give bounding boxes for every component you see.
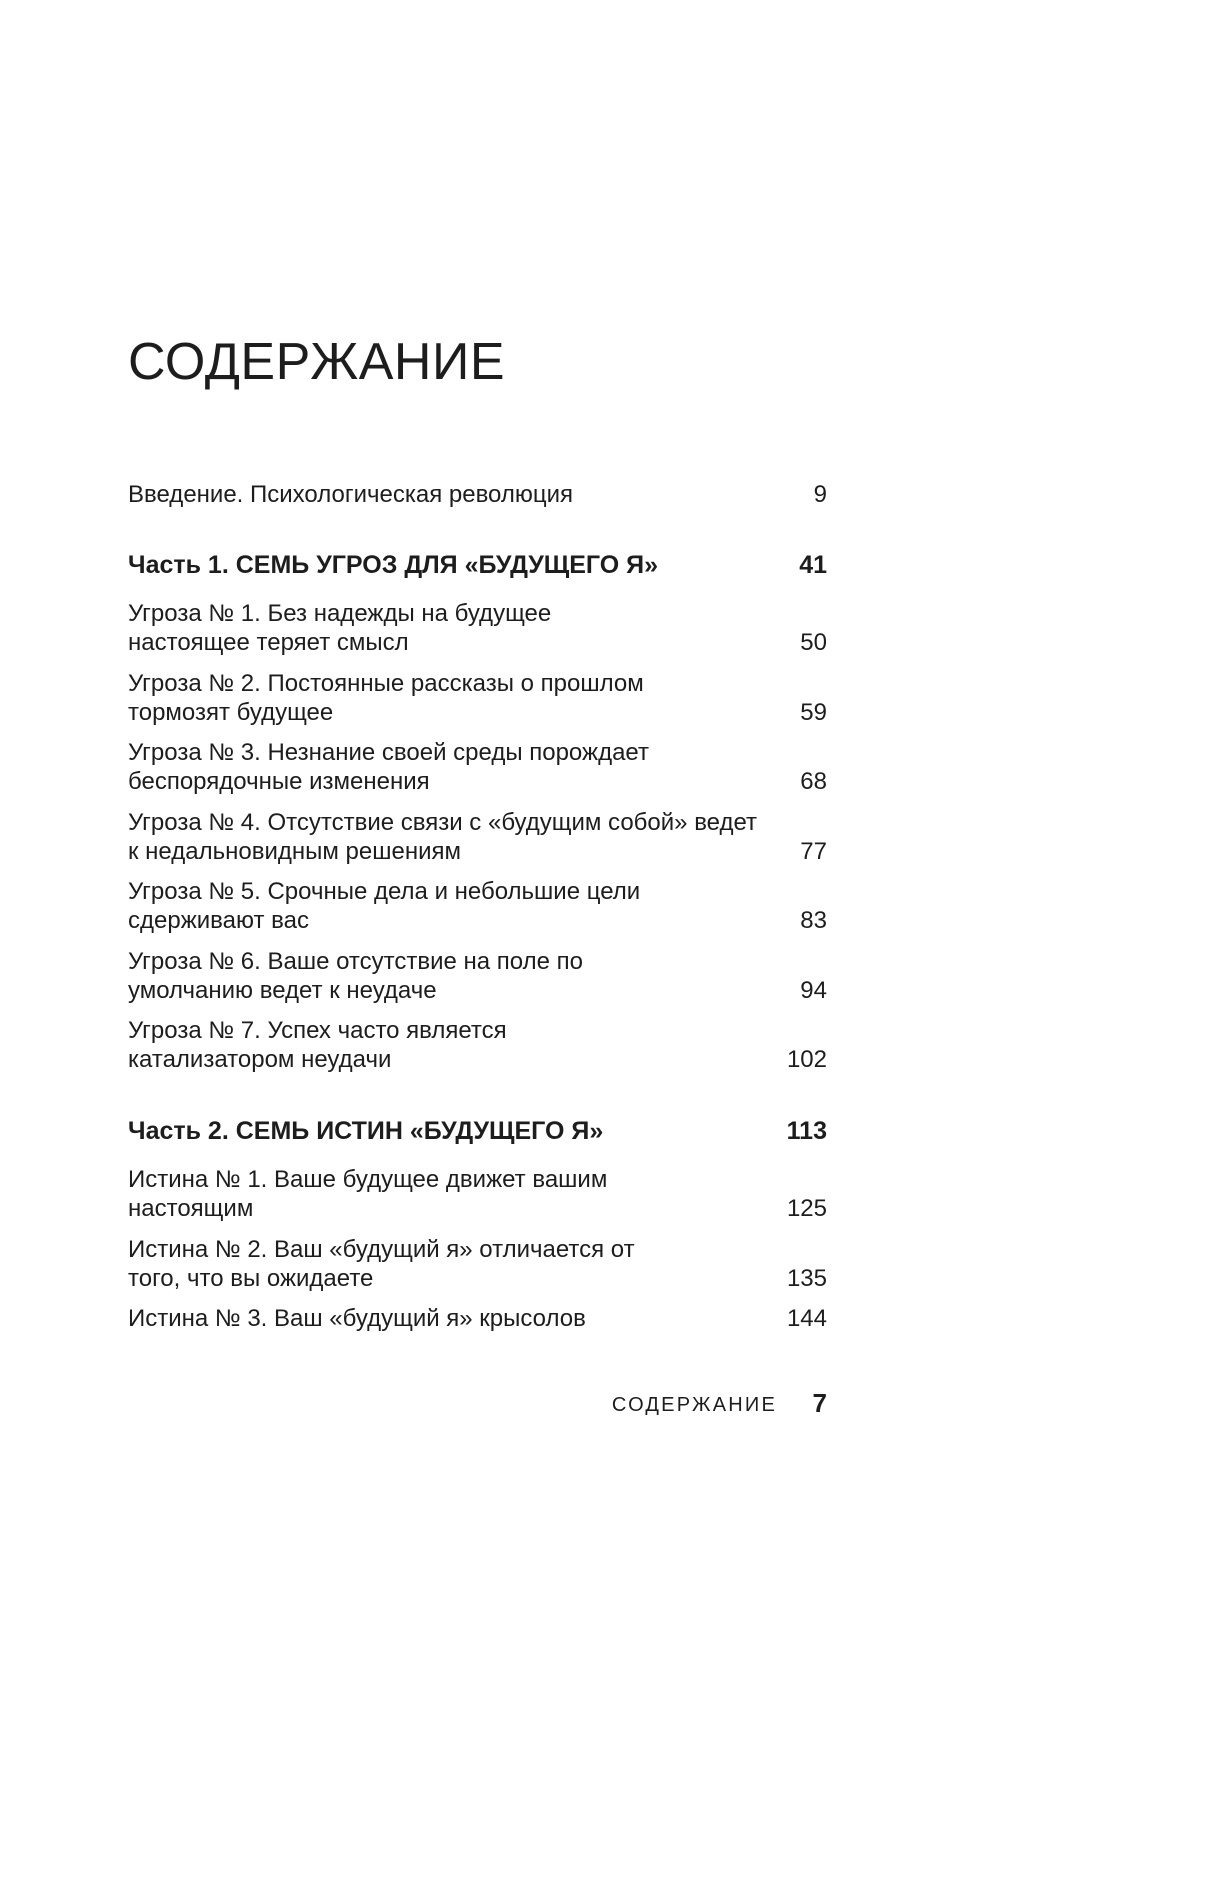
toc-part-2	[128, 1117, 827, 1146]
toc-entry-truth-3	[128, 1304, 827, 1333]
toc-entry-text: Введение. Психологическая революция	[128, 481, 574, 508]
toc-entry-threat-3	[128, 738, 827, 796]
toc-part-text: Часть 1. СЕМЬ УГРОЗ ДЛЯ «БУДУЩЕГО Я»	[128, 551, 659, 579]
toc-part-page: 113	[786, 1117, 827, 1145]
toc-entry-page: 144	[786, 1305, 827, 1332]
toc-entry-text: Истина № 3. Ваш «будущий я» крысолов	[128, 1305, 586, 1332]
toc-part-1	[128, 551, 827, 580]
toc-entry-text: Угроза № 7. Успех часто является катализатором неудачи	[128, 1017, 507, 1073]
toc-entry-page: 125	[786, 1195, 827, 1222]
toc-entry-introduction	[128, 480, 827, 509]
toc-entry-text: Истина № 1. Ваше будущее движет вашим настоящим	[128, 1166, 608, 1222]
toc-entry-page: 50	[800, 629, 827, 656]
toc-entry-text: Истина № 2. Ваш «будущий я» отличается от того, что вы ожидаете	[128, 1236, 635, 1292]
toc-part-page: 41	[799, 551, 827, 579]
toc-entry-page: 59	[800, 699, 827, 726]
running-head: СОДЕРЖАНИЕ	[611, 1394, 777, 1416]
toc-entry-threat-1	[128, 599, 827, 657]
toc-entry-threat-2	[128, 669, 827, 727]
toc-entry-threat-7	[128, 1016, 827, 1074]
toc-entry-page: 135	[786, 1265, 827, 1292]
toc-entry-page: 77	[800, 838, 827, 865]
toc-entry-page: 83	[800, 907, 827, 934]
toc-entry-page: 94	[800, 977, 827, 1004]
toc-entry-page: 102	[786, 1046, 827, 1073]
toc-entry-text: Угроза № 5. Срочные дела и небольшие цели сдерживают вас	[128, 878, 641, 934]
toc-entry-threat-5	[128, 877, 827, 935]
toc-entry-threat-4	[128, 808, 827, 866]
toc-entry-text: Угроза № 1. Без надежды на будущее настоящее теряет смысл	[128, 600, 552, 656]
toc-entry-text: Угроза № 6. Ваше отсутствие на поле по умолчанию ведет к неудаче	[128, 948, 583, 1004]
toc-part-text: Часть 2. СЕМЬ ИСТИН «БУДУЩЕГО Я»	[128, 1117, 604, 1145]
page-title: СОДЕРЖАНИЕ	[128, 333, 506, 391]
toc-entry-truth-2	[128, 1235, 827, 1293]
toc-entry-page: 9	[813, 481, 827, 508]
toc-entry-text: Угроза № 3. Незнание своей среды порождает беспорядочные изменения	[128, 739, 649, 795]
toc-entry-text: Угроза № 4. Отсутствие связи с «будущим собой» ведет к недальновидным решениям	[128, 809, 758, 865]
toc-entry-threat-6	[128, 947, 827, 1005]
toc-entry-text: Угроза № 2. Постоянные рассказы о прошлом тормозят будущее	[128, 670, 644, 726]
page-number: 7	[812, 1388, 827, 1418]
toc-entry-page: 68	[800, 768, 827, 795]
toc-entry-truth-1	[128, 1165, 827, 1223]
